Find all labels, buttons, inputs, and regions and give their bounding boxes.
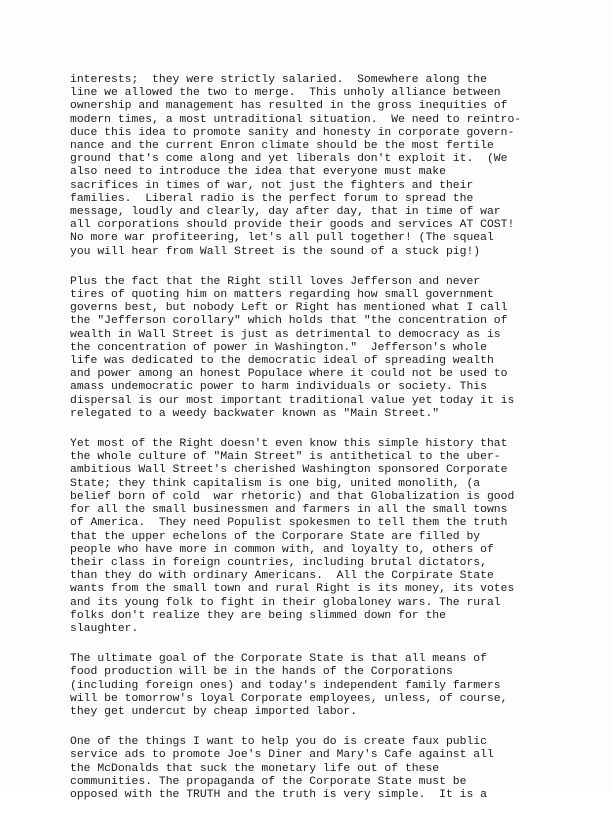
text-line: for all the small businessmen and farmers in all the small towns [70,504,508,517]
text-line: Plus the fact that the Right still loves Jefferson and never [70,275,481,288]
text-line: slaughter. [70,622,139,635]
text-line: (including foreign ones) and today's independent family farmers [70,679,501,692]
text-line: that the upper echelons of the Corporare State are filled by [70,530,481,543]
text-line: wants from the small town and rural Right is its money, its votes [70,583,515,596]
text-line: Yet most of the Right doesn't even know this simple history that [70,438,508,451]
text-line: One of the things I want to help you do is create faux public [70,736,487,749]
text-line: dispersal is our most important traditional value yet today it is [70,394,515,407]
text-line: the "Jefferson corollary" which holds that "the concentration of [70,315,508,328]
text-line: people who have more in common with, and loyalty to, others of [70,543,494,556]
text-line: sacrifices in times of war, not just the fighters and their [70,179,474,192]
text-line: of America. They need Populist spokesmen to tell them the truth [70,517,508,530]
text-line: they get undercut by cheap imported labor. [70,705,358,718]
text-line: tires of quoting him on matters regarding how small government [70,289,494,302]
text-line: line we allowed the two to merge. This unholy alliance between [70,87,501,100]
text-line: relegated to a weedy backwater known as "Main Street." [70,407,440,420]
text-line: and power among an honest Populace where it could not be used to [70,368,508,381]
text-line: the McDonalds that suck the monetary life out of these [70,762,440,775]
body-text [70,74,550,819]
text-line: all corporations should provide their goods and services AT COST! [70,219,515,232]
text-line: service ads to promote Joe's Diner and Mary's Cafe against all [70,749,494,762]
text-line: than they do with ordinary Americans. All the Corpirate State [70,570,494,583]
text-line: their class in foreign countries, including brutal dictators, [70,556,487,569]
paragraph [70,438,550,636]
text-line: wealth in Wall Street is just as detrimental to democracy as is [70,328,501,341]
text-line: families. Liberal radio is the perfect forum to spread the [70,192,474,205]
text-line: No more war profiteering, let's all pull together! (The squeal [70,232,494,245]
text-line: ownership and management has resulted in the gross inequities of [70,100,508,113]
paragraph [70,653,550,719]
text-line: message, loudly and clearly, day after day, that in time of war [70,206,501,219]
text-line: nance and the current Enron climate should be the most fertile [70,140,494,153]
paragraph [70,276,550,421]
text-line: amass undemocratic power to harm individuals or society. This [70,381,487,394]
text-line: opposed with the TRUTH and the truth is very simple. It is a [70,788,487,801]
text-line: ambitious Wall Street's cherished Washington sponsored Corporate [70,464,508,477]
text-line: interests; they were strictly salaried. Somewhere along the [70,74,487,86]
text-line: belief born of cold war rhetoric) and that Globalization is good [70,490,515,503]
text-line: food production will be in the hands of the Corporations [70,666,453,679]
text-line: the whole culture of "Main Street" is antithetical to the uber- [70,451,501,464]
text-line: also need to introduce the idea that everyone must make [70,166,446,179]
text-line: the concentration of power in Washington." Jefferson's whole [70,341,487,354]
text-line: life was dedicated to the democratic ideal of spreading wealth [70,355,494,368]
text-line: duce this idea to promote sanity and honesty in corporate govern- [70,126,515,139]
text-line: ground that's come along and yet liberals don't exploit it. (We [70,153,508,166]
text-line: State; they think capitalism is one big, united monolith, (a [70,477,481,490]
text-line: modern times, a most untraditional situation. We need to reintro- [70,113,522,126]
paragraph [70,736,550,802]
text-line: governs best, but nobody Left or Right has mentioned what I call [70,302,508,315]
text-line: you will hear from Wall Street is the sound of a stuck pig!) [70,245,481,258]
text-line: and its young folk to fight in their globaloney wars. The rural [70,596,501,609]
paragraph [70,74,550,259]
text-line: folks don't realize they are being slimmed down for the [70,609,446,622]
text-line: communities. The propaganda of the Corporate State must be [70,775,467,788]
text-line: will be tomorrow's loyal Corporate employees, unless, of course, [70,692,508,705]
text-line: The ultimate goal of the Corporate State is that all means of [70,653,487,666]
